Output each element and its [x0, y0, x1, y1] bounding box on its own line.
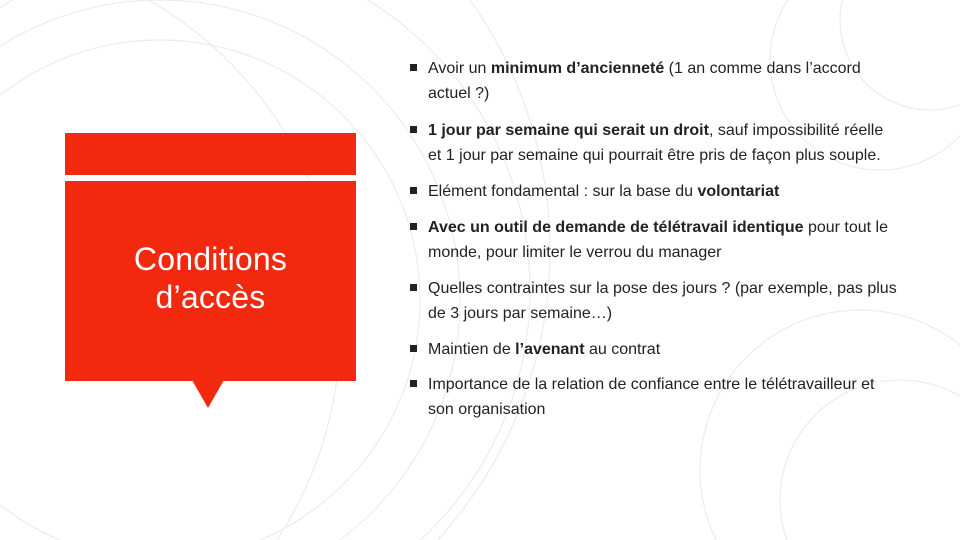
bullet-item: [410, 118, 900, 168]
square-bullet-icon: [410, 64, 417, 71]
bullet-item: [410, 337, 900, 362]
square-bullet-icon: [410, 284, 417, 291]
bullet-item: [410, 276, 900, 326]
bullet-text: Avoir un minimum d’ancienneté (1 an comme dans l’accord actuel ?): [428, 60, 861, 102]
accent-strip: [65, 133, 356, 175]
panel-pointer: [192, 380, 224, 408]
bullet-text: Importance de la relation de confiance entre le télétravailleur et son organisation: [428, 376, 875, 418]
square-bullet-icon: [410, 126, 417, 133]
bullet-item: [410, 372, 900, 422]
bullet-text: 1 jour par semaine qui serait un droit, sauf impossibilité réelle et 1 jour par semaine qui pourrait être pris de façon plus souple.: [428, 122, 884, 164]
bullet-text: Avec un outil de demande de télétravail identique pour tout le monde, pour limiter le verrou du manager: [428, 219, 888, 261]
square-bullet-icon: [410, 380, 417, 387]
bullet-list: [410, 56, 900, 422]
slide-title-line-1: Conditions: [133, 241, 288, 277]
bullet-item: [410, 215, 900, 265]
bullet-text: Maintien de l’avenant au contrat: [428, 341, 661, 358]
square-bullet-icon: [410, 345, 417, 352]
bullet-text: Elément fondamental : sur la base du volontariat: [428, 183, 780, 200]
bullet-text: Quelles contraintes sur la pose des jours ? (par exemple, pas plus de 3 jours par semaine…): [428, 280, 897, 322]
square-bullet-icon: [410, 187, 417, 194]
slide-title: [65, 240, 356, 316]
bullet-item: [410, 179, 900, 204]
slide-title-line-2: d’accès: [155, 279, 266, 315]
bullet-item: [410, 56, 900, 106]
square-bullet-icon: [410, 223, 417, 230]
